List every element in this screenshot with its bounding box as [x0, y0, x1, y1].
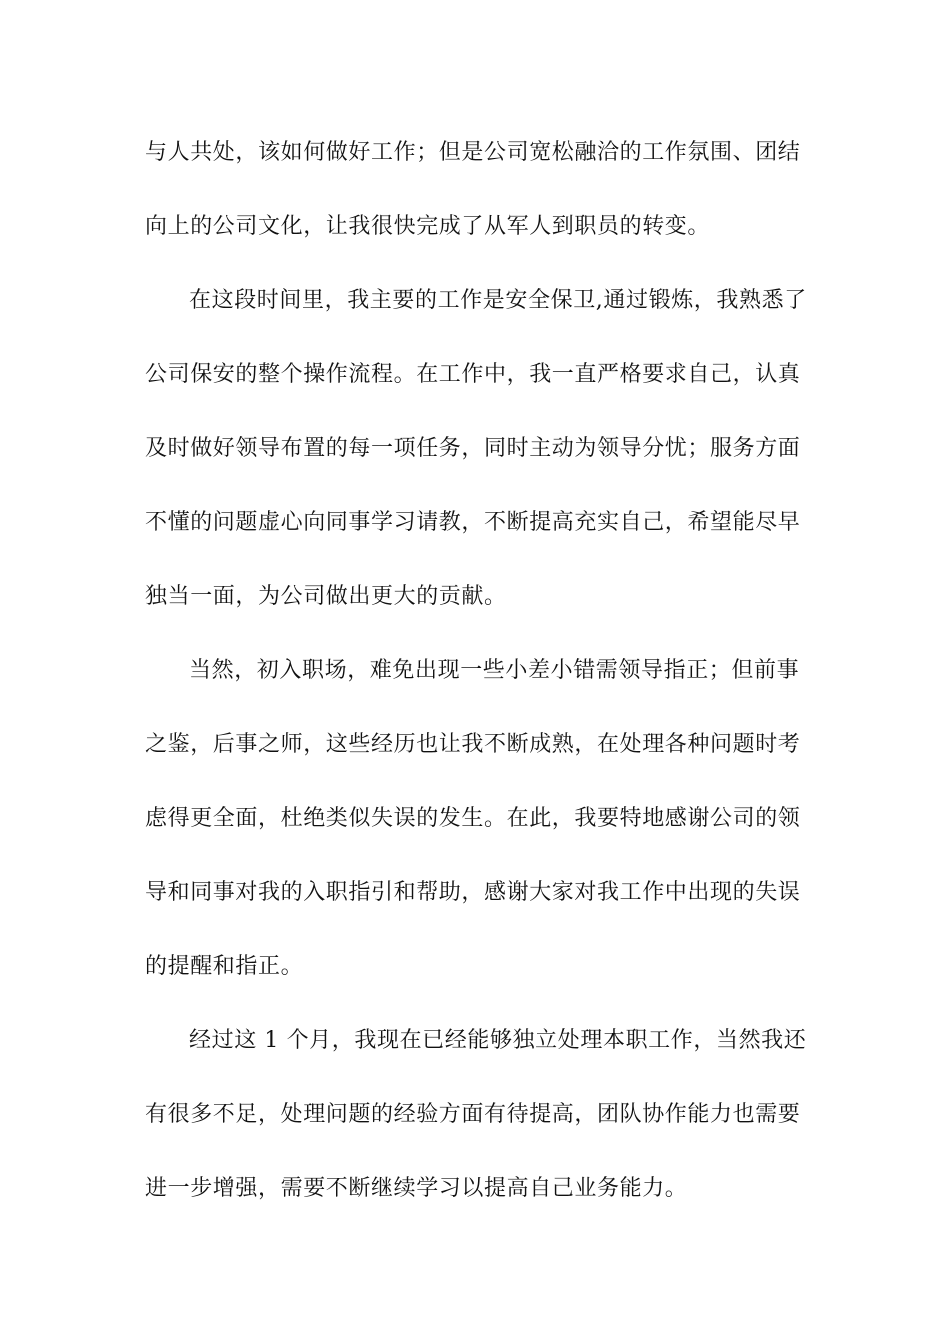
text-line: 不懂的问题虚心向同事学习请教，不断提高充实自己，希望能尽早 [145, 510, 801, 535]
paragraph-start-line: 经过这 1 个月，我现在已经能够独立处理本职工作，当然我还 [189, 1028, 807, 1053]
paragraph-start-line: 当然，初入职场，难免出现一些小差小错需领导指正；但前事 [189, 658, 800, 683]
text-line: 与人共处，该如何做好工作；但是公司宽松融洽的工作氛围、团结 [145, 140, 801, 165]
text-line: 有很多不足，处理问题的经验方面有待提高，团队协作能力也需要 [145, 1102, 801, 1127]
text-line: 进一步增强，需要不断继续学习以提高自己业务能力。 [145, 1176, 688, 1201]
text-line: 之鉴，后事之师，这些经历也让我不断成熟，在处理各种问题时考 [145, 732, 801, 757]
text-line: 及时做好领导布置的每一项任务，同时主动为领导分忧；服务方面 [145, 436, 801, 461]
text-line: 独当一面，为公司做出更大的贡献。 [145, 584, 507, 609]
text-line: 导和同事对我的入职指引和帮助，感谢大家对我工作中出现的失误 [145, 880, 801, 905]
text-line: 公司保安的整个操作流程。在工作中，我一直严格要求自己，认真 [145, 362, 801, 387]
text-line: 的提醒和指正。 [145, 954, 304, 979]
text-line: 向上的公司文化，让我很快完成了从军人到职员的转变。 [145, 214, 711, 239]
paragraph-start-line: 在这段时间里，我主要的工作是安全保卫,通过锻炼，我熟悉了 [189, 288, 807, 313]
text-line: 虑得更全面，杜绝类似失误的发生。在此，我要特地感谢公司的领 [145, 806, 801, 831]
